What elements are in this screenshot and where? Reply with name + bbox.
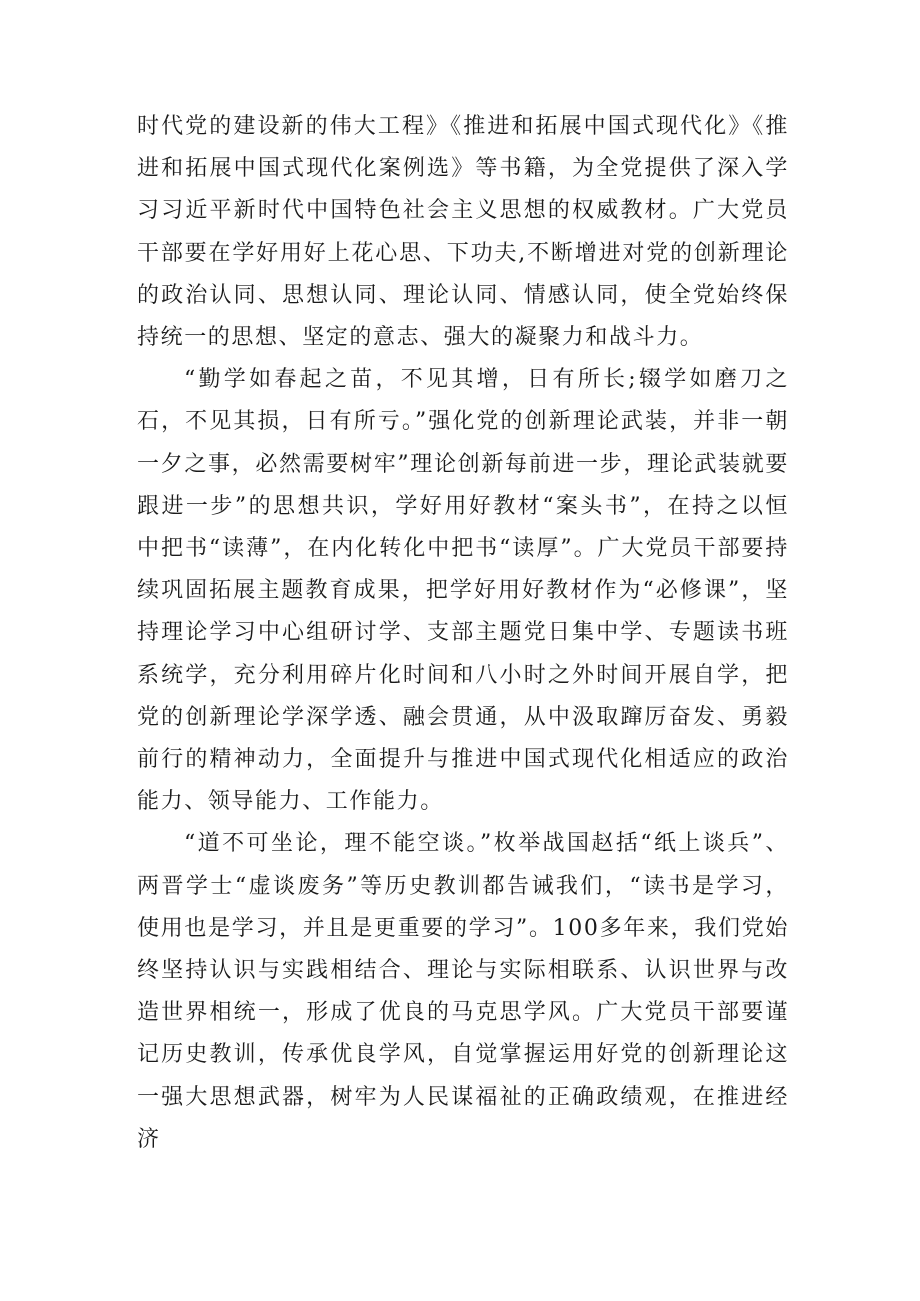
paragraph-3: “道不可坐论，理不能空谈。”枚举战国赵括“纸上谈兵”、两晋学士“虚谈废务”等历史教训都告诫我们，“读书是学习，使用也是学习，并且是更重要的学习”。100多年来，我们党始终坚持认识与实践相结合、理论与实际相联系、认识世界与改造世界相统一，形成了优良的马克思学风。广大党员干部要谨记历史教训，传承优良学风，自觉掌握运用好党的创新理论这一强大思想武器，树牢为人民谋福祉的正确政绩观，在推进经济 — [137, 831, 789, 1152]
paragraph-2: “勤学如春起之苗，不见其增，日有所长;辍学如磨刀之石，不见其损，日有所亏。”强化党的创新理论武装，并非一朝一夕之事，必然需要树牢”理论创新每前进一步，理论武装就要跟进一步”的思想共识，学好用好教材“案头书”，在持之以恒中把书“读薄”，在内化转化中把书“读厚”。广大党员干部要持续巩固拓展主题教育成果，把学好用好教材作为“必修课”，坚持理论学习中心组研讨学、支部主题党日集中学、专题读书班系统学，充分利用碎片化时间和八小时之外时间开展自学，把党的创新理论学深学透、融会贯通，从中汲取蹿厉奋发、勇毅前行的精神动力，全面提升与推进中国式现代化相适应的政治能力、领导能力、工作能力。 — [137, 367, 789, 815]
paragraph-1: 时代党的建设新的伟大工程》《推进和拓展中国式现代化》《推进和拓展中国式现代化案例选》等书籍，为全党提供了深入学习习近平新时代中国特色社会主义思想的权威教材。广大党员干部要在学好用好上花心思、下功夫,不断增进对党的创新理论的政治认同、思想认同、理论认同、情感认同，使全党始终保持统一的思想、坚定的意志、强大的凝聚力和战斗力。 — [137, 114, 789, 351]
document-body — [137, 106, 789, 1161]
